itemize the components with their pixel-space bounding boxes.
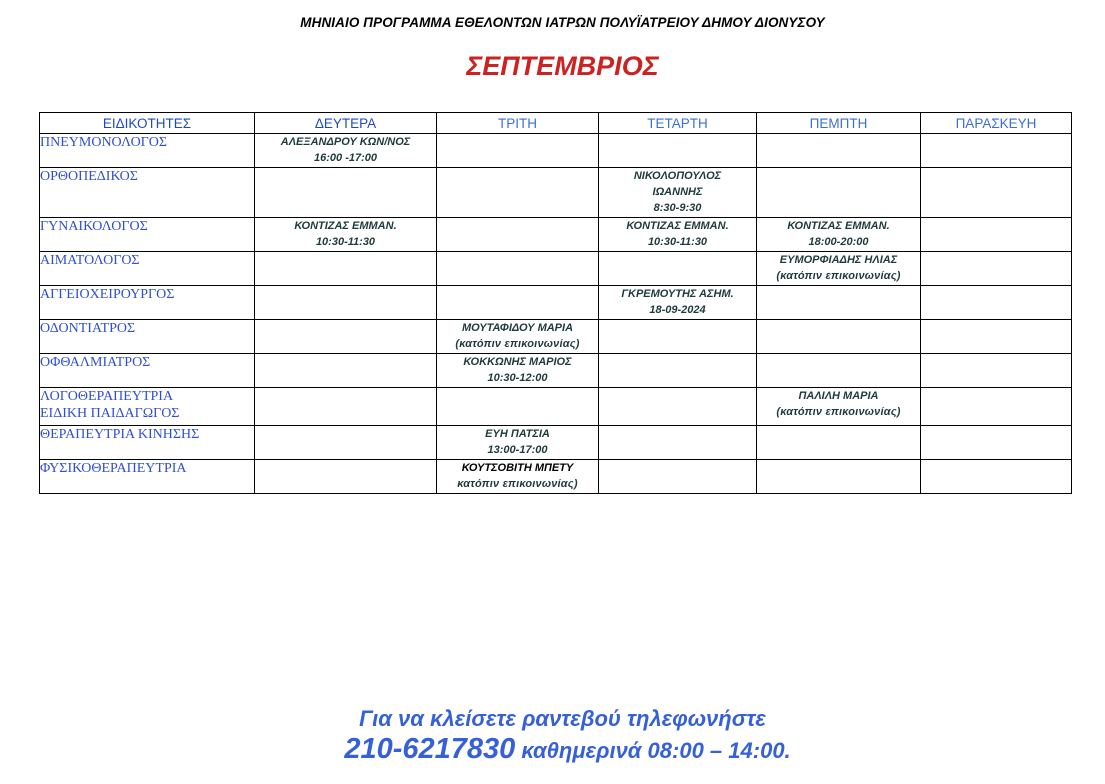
- doctor-name: ΜΟΥΤΑΦΙΔΟΥ ΜΑΡΙΑ: [461, 322, 574, 334]
- footer-hours: καθημερινά 08:00 – 14:00.: [515, 738, 791, 763]
- header-thursday: ΠΕΜΠΤΗ: [757, 113, 921, 134]
- schedule-cell-friday: [921, 388, 1072, 426]
- doctor-name: ΚΟΝΤΙΖΑΣ ΕΜΜΑΝ.: [787, 220, 890, 232]
- schedule-cell-tuesday: [437, 218, 599, 252]
- schedule-cell-tuesday: [437, 168, 599, 218]
- doctor-name: ΠΑΛΙΛΗ ΜΑΡΙΑ: [798, 390, 879, 402]
- table-row: [40, 168, 1072, 218]
- schedule-cell-tuesday: [437, 134, 599, 168]
- schedule-cell-wednesday: [599, 426, 757, 460]
- appointment-note: (κατόπιν επικοινωνίας): [455, 338, 580, 350]
- schedule-cell-friday: [921, 460, 1072, 494]
- specialty-label: ΠΝΕΥΜΟΝΟΛΟΓΟΣ: [40, 135, 168, 150]
- schedule-cell-monday: [255, 168, 437, 218]
- specialty-cell: [40, 320, 255, 354]
- specialty-label: ΟΔΟΝΤΙΑΤΡΟΣ: [40, 321, 136, 336]
- schedule-detail: 18:00-20:00: [808, 236, 869, 248]
- schedule-cell-tuesday: [437, 252, 599, 286]
- schedule-cell-friday: [921, 426, 1072, 460]
- schedule-cell-thursday: [757, 134, 921, 168]
- schedule-cell-wednesday: [599, 218, 757, 252]
- schedule-cell-wednesday: [599, 252, 757, 286]
- schedule-cell-monday: [255, 320, 437, 354]
- specialty-cell: [40, 218, 255, 252]
- doctor-name: ΑΛΕΞΑΝΔΡΟΥ ΚΩΝ/ΝΟΣ: [280, 136, 411, 148]
- specialty-label: ΟΡΘΟΠΕΔΙΚΟΣ: [40, 169, 138, 184]
- appointment-note: (κατόπιν επικοινωνίας): [776, 406, 901, 418]
- schedule-cell-friday: [921, 168, 1072, 218]
- month-title: ΣΕΠΤΕΜΒΡΙΟΣ: [466, 51, 659, 81]
- schedule-cell-friday: [921, 354, 1072, 388]
- header-tuesday: ΤΡΙΤΗ: [437, 113, 599, 134]
- schedule-cell-thursday: [757, 252, 921, 286]
- specialty-cell: [40, 354, 255, 388]
- schedule-detail: 10:30-11:30: [647, 236, 708, 248]
- doctor-name: ΚΟΝΤΙΖΑΣ ΕΜΜΑΝ.: [626, 220, 729, 232]
- schedule-cell-monday: [255, 460, 437, 494]
- schedule-cell-thursday: [757, 426, 921, 460]
- table-row: [40, 286, 1072, 320]
- schedule-cell-thursday: [757, 388, 921, 426]
- schedule-cell-tuesday: [437, 426, 599, 460]
- table-row: [40, 354, 1072, 388]
- doctor-name: ΕΥΜΟΡΦΙΑΔΗΣ ΗΛΙΑΣ: [779, 254, 898, 266]
- table-row: [40, 388, 1072, 426]
- footer-phone-line: [0, 733, 1105, 766]
- table-row: [40, 460, 1072, 494]
- schedule-cell-monday: [255, 426, 437, 460]
- schedule-cell-monday: [255, 252, 437, 286]
- table-row: [40, 320, 1072, 354]
- schedule-body: [40, 134, 1072, 494]
- schedule-cell-tuesday: [437, 460, 599, 494]
- schedule-cell-tuesday: [437, 320, 599, 354]
- table-row: [40, 134, 1072, 168]
- schedule-cell-tuesday: [437, 388, 599, 426]
- specialty-cell: [40, 286, 255, 320]
- table-row: [40, 218, 1072, 252]
- specialty-label: ΑΙΜΑΤΟΛΟΓΟΣ: [40, 253, 140, 268]
- header-specialties: ΕΙΔΙΚΟΤΗΤΕΣ: [40, 113, 255, 134]
- schedule-cell-tuesday: [437, 286, 599, 320]
- schedule-cell-wednesday: [599, 168, 757, 218]
- appointment-note: (κατόπιν επικοινωνίας): [776, 270, 901, 282]
- schedule-cell-monday: [255, 286, 437, 320]
- schedule-cell-thursday: [757, 286, 921, 320]
- specialty-cell: [40, 388, 255, 426]
- schedule-detail: 10:30-11:30: [315, 236, 376, 248]
- schedule-cell-thursday: [757, 460, 921, 494]
- schedule-cell-friday: [921, 134, 1072, 168]
- doctor-name: ΕΥΗ ΠΑΤΣΙΑ: [485, 428, 550, 440]
- schedule-cell-friday: [921, 218, 1072, 252]
- doctor-name: ΓΚΡΕΜΟΥΤΗΣ ΑΣΗΜ.: [621, 288, 734, 300]
- schedule-detail: 18-09-2024: [649, 304, 706, 316]
- specialty-cell: [40, 252, 255, 286]
- schedule-cell-thursday: [757, 320, 921, 354]
- schedule-cell-wednesday: [599, 286, 757, 320]
- schedule-detail: ΙΩΑΝΝΗΣ: [652, 186, 703, 198]
- schedule-cell-tuesday: [437, 354, 599, 388]
- document-title: ΜΗΝΙΑΙΟ ΠΡΟΓΡΑΜΜΑ ΕΘΕΛΟΝΤΩΝ ΙΑΤΡΩΝ ΠΟΛΥΪΑΤΡΕΙΟΥ ΔΗΜΟΥ ΔΙΟΝΥΣΟΥ: [300, 15, 825, 30]
- schedule-cell-wednesday: [599, 320, 757, 354]
- specialty-label: ΛΟΓΟΘΕΡΑΠΕΥΤΡΙΑ: [40, 389, 174, 404]
- schedule-cell-friday: [921, 320, 1072, 354]
- schedule-detail: 16:00 -17:00: [314, 152, 377, 164]
- schedule-cell-friday: [921, 252, 1072, 286]
- specialty-label: ΓΥΝΑΙΚΟΛΟΓΟΣ: [40, 219, 148, 234]
- specialty-label: ΦΥΣΙΚΟΘΕΡΑΠΕΥΤΡΙΑ: [40, 461, 187, 476]
- schedule-cell-friday: [921, 286, 1072, 320]
- specialty-label: ΘΕΡΑΠΕΥΤΡΙΑ ΚΙΝΗΣΗΣ: [40, 427, 200, 442]
- specialty-cell: [40, 168, 255, 218]
- specialty-cell: [40, 134, 255, 168]
- schedule-cell-wednesday: [599, 388, 757, 426]
- table-header-row: [40, 113, 1072, 134]
- schedule-detail: 10:30-12:00: [487, 372, 548, 384]
- schedule-cell-monday: [255, 218, 437, 252]
- header-monday: ΔΕΥΤΕΡΑ: [255, 113, 437, 134]
- header-friday: ΠΑΡΑΣΚΕΥΗ: [921, 113, 1072, 134]
- schedule-cell-wednesday: [599, 134, 757, 168]
- appointment-note: κατόπιν επικοινωνίας): [457, 478, 578, 490]
- table-row: [40, 252, 1072, 286]
- doctor-name: ΚΟΥΤΣΟΒΙΤΗ ΜΠΕΤΥ: [461, 462, 574, 474]
- doctor-name: ΚΟΚΚΩΝΗΣ ΜΑΡΙΟΣ: [463, 356, 572, 368]
- doctor-name: ΚΟΝΤΙΖΑΣ ΕΜΜΑΝ.: [294, 220, 397, 232]
- schedule-cell-monday: [255, 354, 437, 388]
- header-wednesday: ΤΕΤΑΡΤΗ: [599, 113, 757, 134]
- schedule-cell-thursday: [757, 168, 921, 218]
- specialty-label: ΟΦΘΑΛΜΙΑΤΡΟΣ: [40, 355, 151, 370]
- schedule-cell-thursday: [757, 354, 921, 388]
- schedule-detail: 13:00-17:00: [487, 444, 548, 456]
- table-row: [40, 426, 1072, 460]
- doctor-name: ΝΙΚΟΛΟΠΟΥΛΟΣ: [633, 170, 722, 182]
- specialty-cell: [40, 460, 255, 494]
- schedule-cell-thursday: [757, 218, 921, 252]
- footer-call-text: Για να κλείσετε ραντεβού τηλεφωνήστε: [359, 706, 766, 731]
- schedule-cell-monday: [255, 388, 437, 426]
- schedule-detail: 8:30-9:30: [653, 202, 702, 214]
- specialty-cell: [40, 426, 255, 460]
- schedule-cell-monday: [255, 134, 437, 168]
- specialty-label: ΕΙΔΙΚΗ ΠΑΙΔΑΓΩΓΟΣ: [40, 406, 180, 421]
- schedule-cell-wednesday: [599, 460, 757, 494]
- schedule-table: [39, 112, 1072, 494]
- footer-phone-number: 210-6217830: [344, 733, 516, 765]
- specialty-label: ΑΓΓΕΙΟΧΕΙΡΟΥΡΓΟΣ: [40, 287, 175, 302]
- schedule-cell-wednesday: [599, 354, 757, 388]
